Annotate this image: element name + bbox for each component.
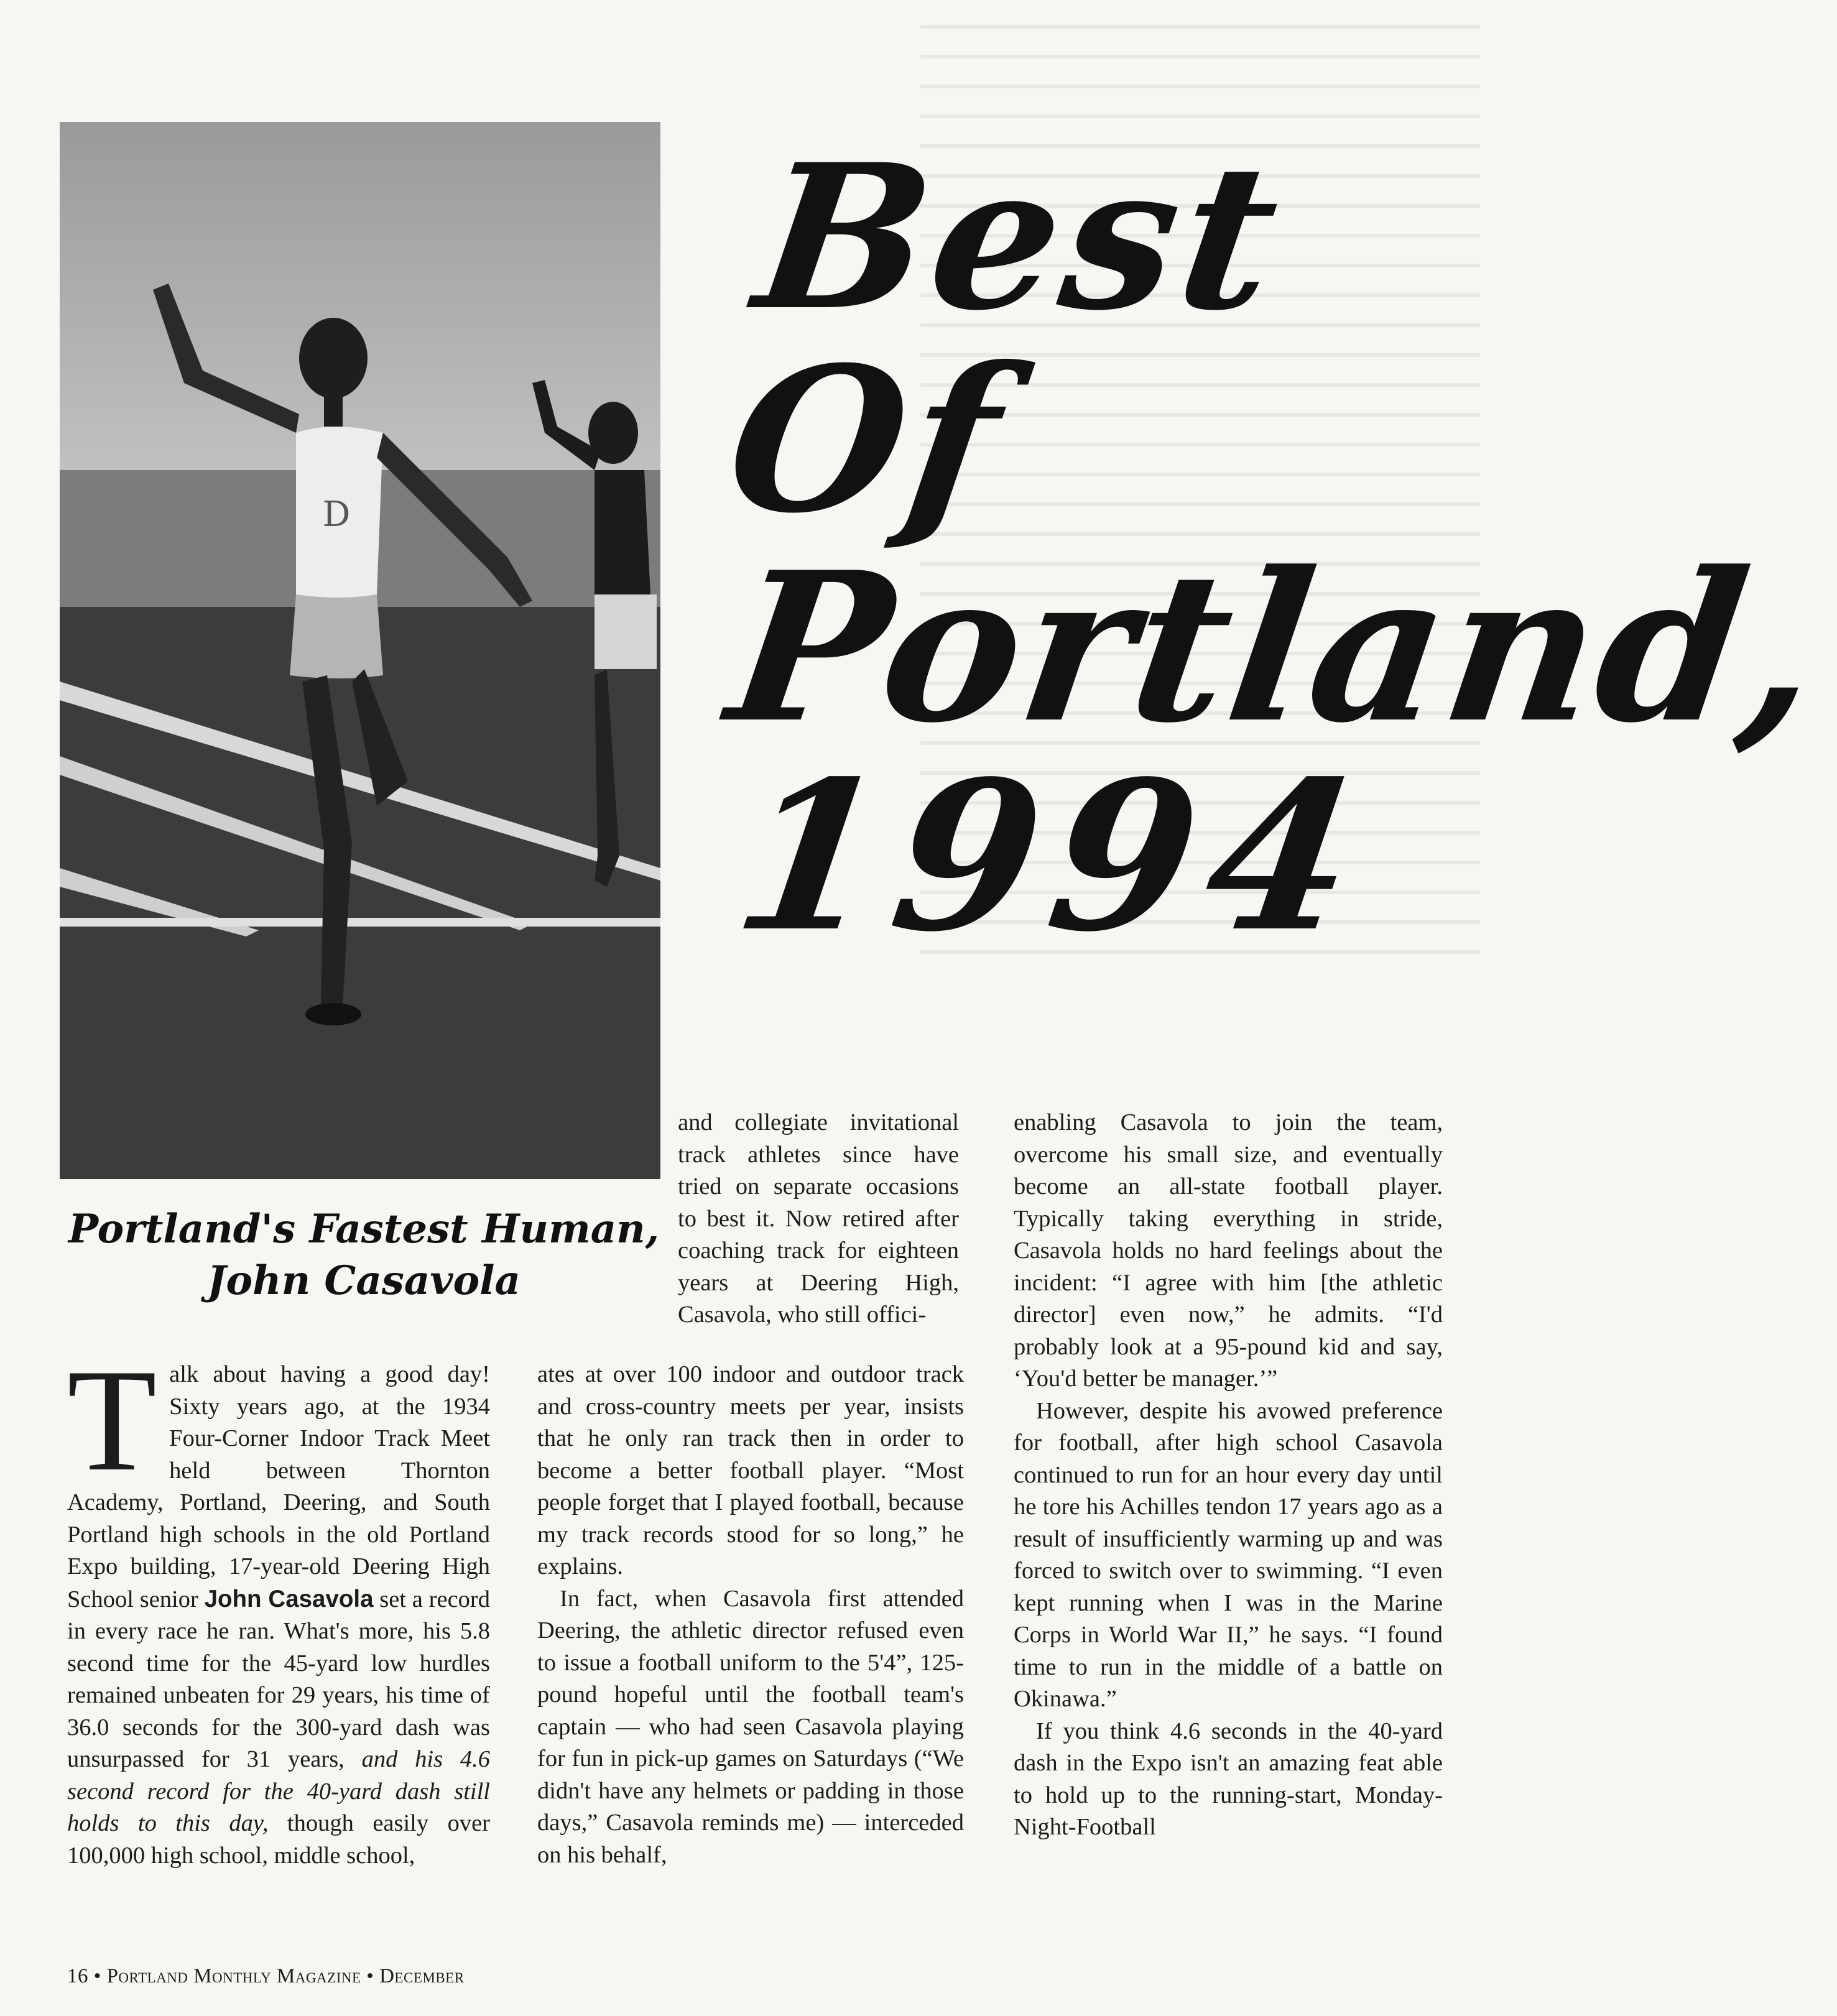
article-column-3 — [1014, 1107, 1443, 1844]
article-text: though easily over 100,000 high school, middle school, — [67, 1810, 490, 1869]
article-paragraph: ates at over 100 indoor and outdoor track and cross-country meets per year, insists that he only ran track then in order to become a better football player. “Most people forget that I played football, because my track records stood for so long,” he explains. — [537, 1361, 964, 1579]
article-paragraph: If you think 4.6 seconds in the 40-yard dash in the Expo isn't an amazing feat able to hold up to the running-start, Monday-Night-Football — [1014, 1718, 1443, 1840]
article-emphasis: and his 4.6 second record for the 40-yard dash still holds to this day, — [67, 1746, 490, 1836]
article-column-2 — [537, 1359, 964, 1871]
caption-line-1: Portland's Fastest Human, — [68, 1206, 659, 1252]
runners-photo — [60, 122, 660, 1179]
article-column-2-top — [678, 1107, 959, 1331]
page-number: 16 — [67, 1965, 88, 1987]
article-paragraph: However, despite his avowed preference for football, after high school Casavola continued to run for an hour every day until he tore his Achilles tendon 17 years ago as a result of insufficiently warming up and was forced to switch over to swimming. “I even kept running when I was in the Marine Corps in World War II,” he says. “I found time to run in the middle of a battle on Okinawa.” — [1014, 1397, 1443, 1712]
magazine-name: Portland Monthly Magazine — [106, 1965, 361, 1987]
drop-cap: T — [67, 1339, 157, 1502]
caption-line-2: John Casavola — [207, 1257, 521, 1305]
page-footer — [67, 1965, 465, 1988]
subject-name: John Casavola — [204, 1585, 374, 1612]
article-text: set a record in every race he ran. What's more, his 5.8 second time for the 45-yard low hurdles remained unbeaten for 29 years, his time of 36.0 seconds for the 300-yard dash was unsurpassed for 31 years, — [67, 1586, 490, 1772]
photo-of-runners-icon — [60, 122, 660, 1179]
headline-line-3: 1994 — [723, 736, 1383, 978]
svg-text:D: D — [322, 494, 351, 535]
article-paragraph: In fact, when Casavola first attended Deering, the athletic director refused even to issue a football uniform to the 5'4”, 125-pound hopeful until the football team's captain — who had seen Casavola playing for fun in pick-up games on Saturdays (“We didn't have any helmets or padding in those days,” Casavola reminds me) — interceded on his behalf, — [537, 1585, 964, 1868]
issue-month: December — [379, 1965, 465, 1987]
article-paragraph — [67, 1339, 490, 1872]
footer-separator: • — [366, 1965, 374, 1987]
headline-line-2: Portland, — [716, 526, 1837, 768]
footer-separator: • — [93, 1965, 101, 1987]
article-column-1 — [67, 1339, 490, 1872]
article-paragraph: enabling Casavola to join the team, overcome his small size, and eventually become an all-state football player. Typically taking everything in stride, Casavola holds no hard feelings about the incident: “I agree with him [the athletic director] even now,” he admits. “I'd probably look at a 95-pound kid and say, ‘You'd better be manager.’” — [1014, 1109, 1443, 1392]
headline-line-1: Best Of — [715, 121, 1296, 558]
article-text: alk about having a good day! Sixty years ago, at the 1934 Four-Corner Indoor Track Meet held between Thornton Academy, Portland, Deering, and South Portland high schools in the old Portland Expo building, 17-year-old Deering High School senior — [67, 1361, 490, 1612]
photo-caption — [68, 1203, 659, 1306]
headline — [715, 121, 1837, 978]
article-paragraph: and collegiate invitational track athletes since have tried on separate occasions to best it. Now retired after coaching track for eighteen years at Deering High, Casavola, who still offici- — [678, 1109, 959, 1328]
